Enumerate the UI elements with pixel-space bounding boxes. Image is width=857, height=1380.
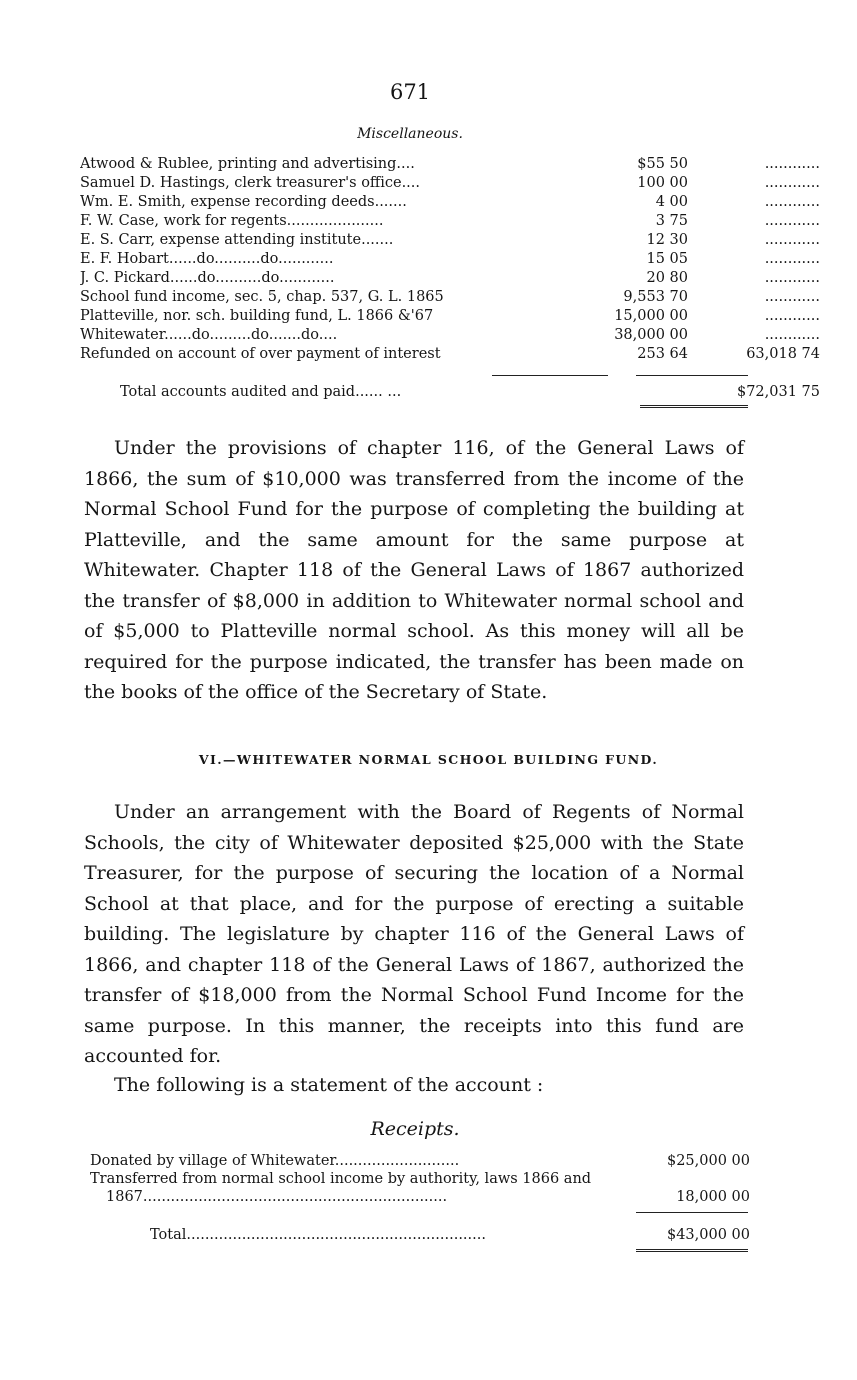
receipt-value: $25,000 00 [666, 1153, 750, 1169]
row-amount: 3 75 [655, 213, 688, 229]
row-total: 63,018 74 [746, 346, 820, 362]
row-amount: 12 30 [646, 232, 688, 248]
row-description: E. S. Carr, expense attending institute....... [80, 232, 394, 248]
row-description: Refunded on account of over payment of interest [80, 346, 441, 362]
statement-intro: The following is a statement of the account : [114, 1074, 544, 1096]
table-row [80, 231, 820, 250]
row-description: School fund income, sec. 5, chap. 537, G. L. 1865 [80, 289, 444, 305]
amount-column-rule [492, 375, 608, 376]
receipt-description-continued: 1867.................................................................. [106, 1189, 448, 1205]
row-description: Whitewater......do.........do.......do.... [80, 327, 338, 343]
row-amount: 15 05 [646, 251, 688, 267]
receipt-description: Donated by village of Whitewater........................... [90, 1153, 460, 1169]
receipt-row-continued [90, 1189, 750, 1208]
row-description: Platteville, nor. sch. building fund, L. 1866 &'67 [80, 308, 434, 324]
row-description: F. W. Case, work for regents..................... [80, 213, 384, 229]
table-row [80, 345, 820, 364]
misc-heading: Miscellaneous. [357, 126, 463, 142]
row-amount: 20 80 [646, 270, 688, 286]
receipts-total-value: $43,000 00 [666, 1227, 750, 1243]
row-amount: 9,553 70 [623, 289, 688, 305]
table-row [80, 155, 820, 174]
row-amount: 38,000 00 [614, 327, 688, 343]
row-amount: 4 00 [655, 194, 688, 210]
misc-total-value: $72,031 75 [736, 384, 820, 400]
row-total: ............ [764, 213, 820, 229]
table-row [80, 326, 820, 345]
total-underline [640, 405, 748, 408]
row-description: Wm. E. Smith, expense recording deeds....... [80, 194, 407, 210]
receipt-value: 18,000 00 [676, 1189, 750, 1205]
receipts-total-label: Total................................................................. [150, 1227, 486, 1243]
row-description: E. F. Hobart......do..........do............ [80, 251, 334, 267]
row-total: ............ [764, 175, 820, 191]
row-amount: 15,000 00 [614, 308, 688, 324]
receipt-description: Transferred from normal school income by authority, laws 1866 and [90, 1171, 592, 1187]
row-description: Samuel D. Hastings, clerk treasurer's office.... [80, 175, 421, 191]
table-row [80, 193, 820, 212]
page-number: 671 [389, 80, 431, 104]
row-description: Atwood & Rublee, printing and advertising.... [80, 156, 415, 172]
misc-table [80, 155, 820, 364]
table-row [80, 269, 820, 288]
row-total: ............ [764, 194, 820, 210]
table-row [80, 250, 820, 269]
row-total: ............ [764, 251, 820, 267]
table-row [80, 288, 820, 307]
receipts-total-underline [636, 1249, 748, 1252]
receipt-row [90, 1171, 750, 1190]
row-total: ............ [764, 270, 820, 286]
row-amount: $55 50 [637, 156, 688, 172]
row-total: ............ [764, 289, 820, 305]
row-total: ............ [764, 156, 820, 172]
receipt-row [90, 1153, 750, 1172]
row-total: ............ [764, 308, 820, 324]
table-row [80, 174, 820, 193]
row-total: ............ [764, 232, 820, 248]
receipts-rule [636, 1212, 748, 1213]
paragraph-whitewater: Under an arrangement with the Board of Regents of Normal Schools, the city of Whitewater deposited $25,000 with the State Treasurer, for the purpose of securing the location of a Normal School at that place, and for the purpose of erecting a suitable building. The legislature by chapter 116 of the General Laws of 1866, and chapter 118 of the General Laws of 1867, authorized the transfer of $18,000 from the Normal School Fund Income for the same purpose. In this manner, the receipts into this fund are accounted for. [84, 801, 744, 1067]
receipts-total-row [90, 1227, 750, 1246]
table-row [80, 307, 820, 326]
section-heading: VI.—WHITEWATER NORMAL SCHOOL BUILDING FUND. [198, 752, 659, 767]
misc-total-row [80, 384, 820, 404]
row-amount: 100 00 [637, 175, 688, 191]
paragraph-transfers: Under the provisions of chapter 116, of the General Laws of 1866, the sum of $10,000 was transferred from the income of the Normal School Fund for the purpose of completing the building at Platteville, and the same amount for the same purpose at Whitewater. Chapter 118 of the General Laws of 1867 authorized the transfer of $8,000 in addition to Whitewater normal school and of $5,000 to Platteville normal school. As this money will all be required for the purpose indicated, the transfer has been made on the books of the office of the Secretary of State. [84, 437, 744, 703]
row-total: ............ [764, 327, 820, 343]
receipts-heading: Receipts. [370, 1118, 460, 1140]
misc-total-label: Total accounts audited and paid...... ... [120, 384, 402, 400]
row-description: J. C. Pickard......do..........do............ [80, 270, 335, 286]
total-column-rule [636, 375, 748, 376]
table-row [80, 212, 820, 231]
row-amount: 253 64 [637, 346, 688, 362]
